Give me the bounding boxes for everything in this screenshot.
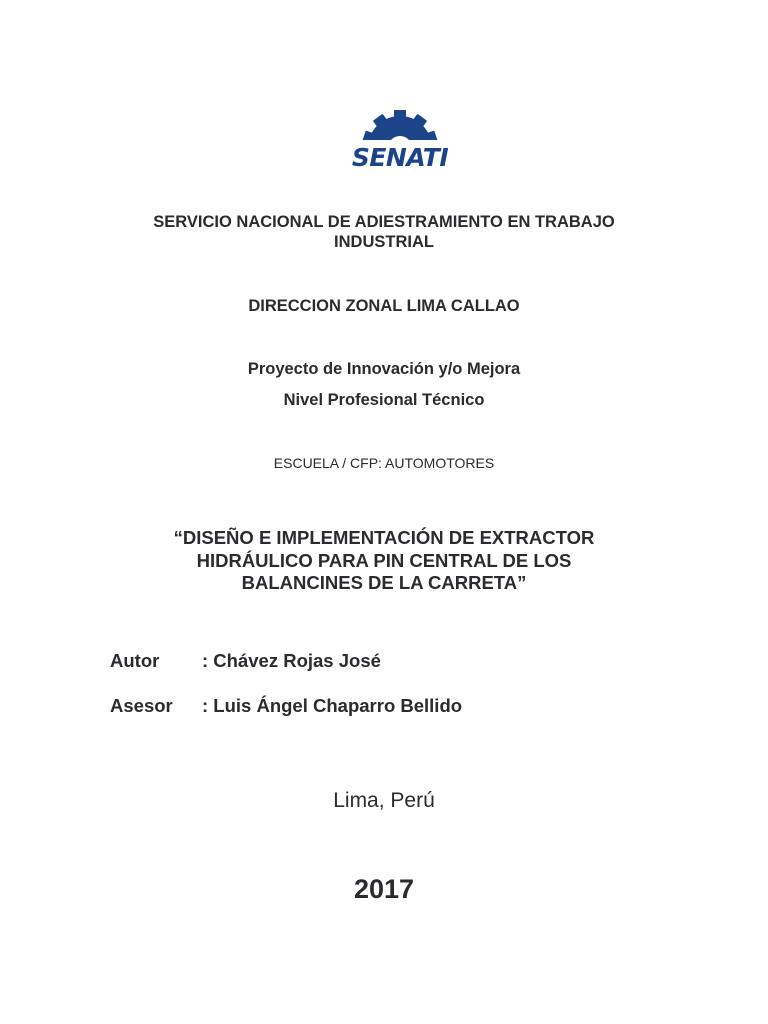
senati-logo [338,110,462,174]
advisor-label: Asesor [110,695,173,716]
education-level: Nivel Profesional Técnico [283,391,485,409]
institution-line-1: SERVICIO NACIONAL DE ADIESTRAMIENTO EN TRABAJO [153,213,615,231]
author-label: Autor [110,650,160,671]
title-line-2: HIDRÁULICO PARA PIN CENTRAL DE LOS [196,549,572,571]
logo-wordmark: SENATI [351,143,449,172]
title-line-1: “DISEÑO E IMPLEMENTACIÓN DE EXTRACTOR [173,527,595,548]
advisor-row [110,695,462,717]
document-title [0,527,768,595]
institution-line-2: INDUSTRIAL [334,233,434,251]
city: Lima, Perú [333,789,435,812]
project-type: Proyecto de Innovación y/o Mejora [247,360,521,378]
institution-name [0,212,768,252]
school-name: ESCUELA / CFP: AUTOMOTORES [273,455,495,471]
year: 2017 [353,874,415,904]
author-value: : Chávez Rojas José [202,650,381,671]
advisor-value: : Luis Ángel Chaparro Bellido [202,695,463,716]
zone-name: DIRECCION ZONAL LIMA CALLAO [248,297,520,315]
author-row [110,650,381,672]
title-line-3: BALANCINES DE LA CARRETA” [241,572,527,593]
